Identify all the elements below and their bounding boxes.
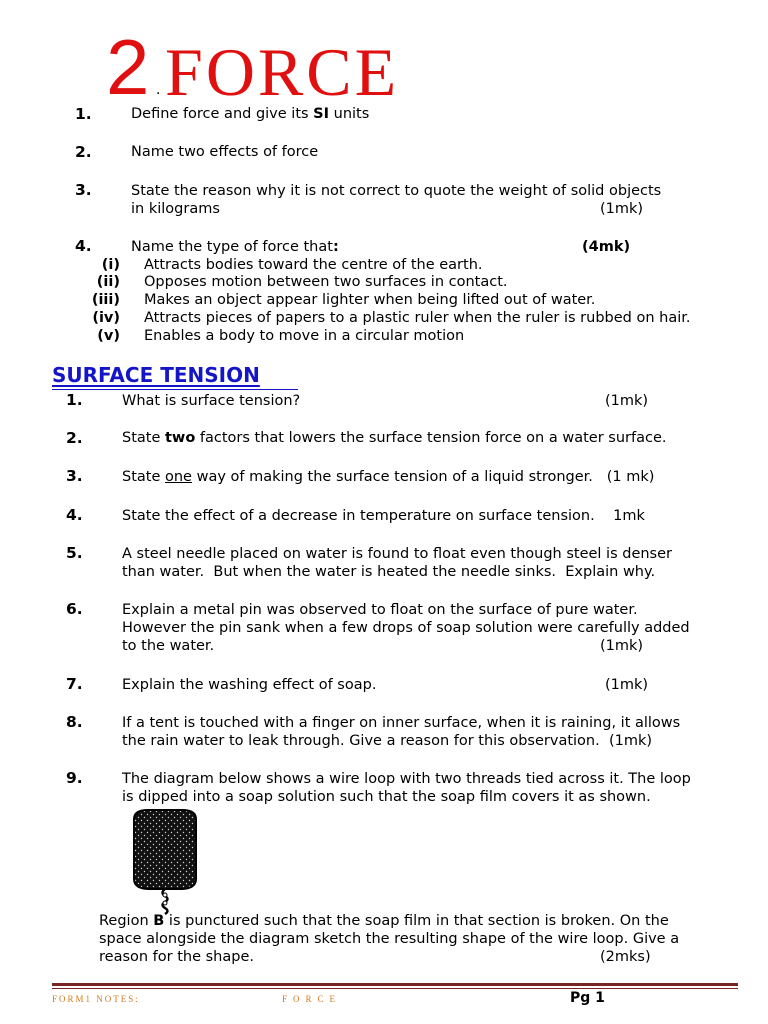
question-number: 6. <box>66 600 83 618</box>
marks-label: (4mk) <box>582 239 631 255</box>
question-text-line: the rain water to leak through. Give a reason for this observation. (1mk) <box>122 733 653 749</box>
question-number: 2. <box>66 429 83 447</box>
marks-label: (2mks) <box>600 949 651 965</box>
subitem-text: Makes an object appear lighter when being lifted out of water. <box>144 292 596 308</box>
footer-rule-thin <box>52 988 738 989</box>
question-text-line: to the water. <box>122 638 215 654</box>
page-number: Pg 1 <box>570 990 605 1006</box>
chapter-title: FORCE <box>165 34 400 110</box>
chapter-number-dot: . <box>156 82 161 98</box>
question-text: State the reason why it is not correct to quote the weight of solid objects <box>131 183 662 199</box>
question-text: State the effect of a decrease in temperature on surface tension. 1mk <box>122 508 645 524</box>
region-text-line: space alongside the diagram sketch the resulting shape of the wire loop. Give a <box>99 931 680 947</box>
question-text-line: in kilograms <box>131 201 220 217</box>
marks-label: (1mk) <box>605 393 649 409</box>
question-number: 3. <box>66 467 83 485</box>
section-heading: SURFACE TENSION <box>52 363 260 387</box>
question-number: 8. <box>66 713 83 731</box>
subitem-number: (iii) <box>91 292 120 308</box>
question-number: 1. <box>75 105 92 123</box>
question-number: 5. <box>66 544 83 562</box>
chapter-number: 2 <box>106 23 150 111</box>
question-text-line: than water. But when the water is heated the needle sinks. Explain why. <box>122 564 656 580</box>
subitem-number: (ii) <box>96 274 120 290</box>
footer-notes-label: FORM1 NOTES: <box>52 994 140 1004</box>
question-text: Name the type of force that: <box>131 239 339 255</box>
subitem-number: (i) <box>101 257 120 273</box>
question-text: State one way of making the surface tension of a liquid stronger. (1 mk) <box>122 469 655 485</box>
question-text-line: However the pin sank when a few drops of soap solution were carefully added <box>122 620 690 636</box>
question-number: 7. <box>66 675 83 693</box>
footer-topic: FORCE <box>282 994 342 1004</box>
subitem-text: Enables a body to move in a circular motion <box>144 328 465 344</box>
subitem-number: (iv) <box>92 310 120 326</box>
question-text-line: is dipped into a soap solution such that the soap film covers it as shown. <box>122 789 651 805</box>
marks-label: (1mk) <box>600 638 644 654</box>
question-text: State two factors that lowers the surface tension force on a water surface. <box>122 430 667 446</box>
wire-loop-diagram <box>128 807 208 917</box>
question-number: 3. <box>75 181 92 199</box>
footer-rule <box>52 983 738 986</box>
question-number: 1. <box>66 391 83 409</box>
subitem-text: Attracts bodies toward the centre of the earth. <box>144 257 483 273</box>
subitem-number: (v) <box>97 328 120 344</box>
region-text-line: Region B is punctured such that the soap film in that section is broken. On the <box>99 913 669 929</box>
question-number: 2. <box>75 143 92 161</box>
marks-label: (1mk) <box>605 677 649 693</box>
question-text: The diagram below shows a wire loop with two threads tied across it. The loop <box>122 771 691 787</box>
soap-film-loop <box>134 810 196 889</box>
question-text: Explain a metal pin was observed to float on the surface of pure water. <box>122 602 638 618</box>
question-text: Explain the washing effect of soap. <box>122 677 377 693</box>
subitem-text: Opposes motion between two surfaces in contact. <box>144 274 508 290</box>
question-number: 4. <box>66 506 83 524</box>
section-heading-underline <box>52 389 298 390</box>
question-text: If a tent is touched with a finger on inner surface, when it is raining, it allows <box>122 715 681 731</box>
question-text: A steel needle placed on water is found to float even though steel is denser <box>122 546 672 562</box>
question-number: 9. <box>66 769 83 787</box>
subitem-text: Attracts pieces of papers to a plastic ruler when the ruler is rubbed on hair. <box>144 310 691 326</box>
region-text-line: reason for the shape. <box>99 949 254 965</box>
question-text: Name two effects of force <box>131 144 319 160</box>
question-text: Define force and give its SI units <box>131 106 370 122</box>
marks-label: (1mk) <box>600 201 644 217</box>
question-text: What is surface tension? <box>122 393 301 409</box>
question-number: 4. <box>75 237 92 255</box>
